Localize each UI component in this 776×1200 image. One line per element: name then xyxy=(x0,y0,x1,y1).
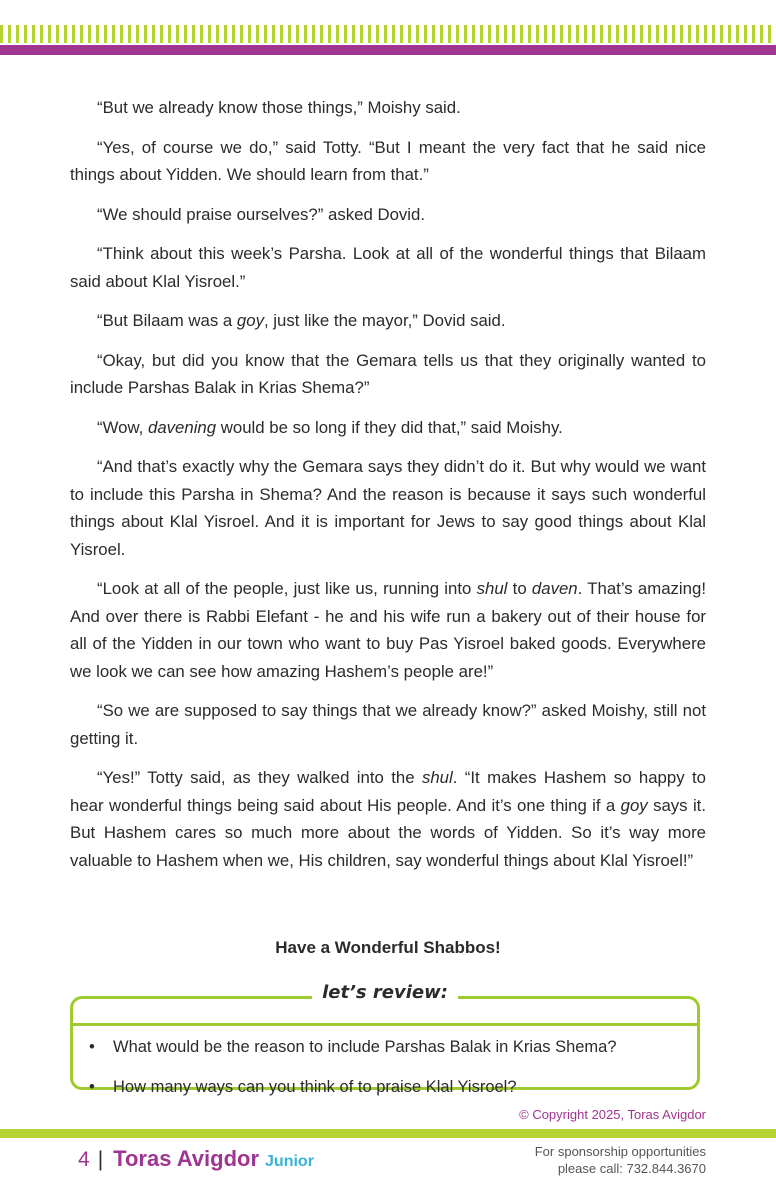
review-title: let’s review: xyxy=(312,982,458,1003)
italic-term: daven xyxy=(531,579,578,598)
article-body xyxy=(70,94,706,886)
sponsorship-line: For sponsorship opportunities xyxy=(534,1144,706,1159)
review-item-text: How many ways can you think of to praise Klal Yisroel? xyxy=(113,1078,517,1096)
review-item xyxy=(87,1067,617,1107)
footer-brand xyxy=(78,1146,314,1172)
article-paragraph: “But we already know those things,” Moishy said. xyxy=(97,98,461,117)
page-separator: | xyxy=(97,1148,104,1171)
review-divider xyxy=(73,1023,697,1026)
article-paragraph: “Yes!” Totty said, as they walked into the shul. “It makes Hashem so happy to hear wonderful things being said about His people. And it’s one thing if a goy says it. But Hashem cares so much more about the words of Yidden. So it’s way more valuable to Hashem when we, His children, say wonderful things about Klal Yisroel!” xyxy=(70,768,706,870)
article-paragraph: “We should praise ourselves?” asked Dovid. xyxy=(97,204,426,224)
italic-term: shul xyxy=(476,579,508,598)
header-band xyxy=(0,45,776,55)
italic-term: davening xyxy=(147,417,217,437)
article-paragraph: “And that’s exactly why the Gemara says they didn’t do it. But why would we want to include this Parsha in Shema? And the reason is because it says such wonderful things about Klal Yisroel. And it is important for Jews to say good things about Klal Yisroel. xyxy=(70,457,706,559)
page-number: 4 xyxy=(78,1148,90,1171)
sponsorship-phone: please call: 732.844.3670 xyxy=(557,1161,706,1176)
article-paragraph: “Look at all of the people, just like us, running into shul to daven. That’s amazing! And over there is Rabbi Elefant - he and his wife run a bakery out of their house for all of the Yidden in our town who want to buy Pas Yisroel baked goods. Everywhere we look we can see how amazing Hashem’s people are!” xyxy=(70,579,706,681)
brand-logo: Toras Avigdor xyxy=(113,1146,260,1171)
article-paragraph: “Okay, but did you know that the Gemara tells us that they originally wanted to include Parshas Balak in Krias Shema?” xyxy=(70,350,706,397)
bullet-icon: • xyxy=(89,1038,95,1056)
italic-term: goy xyxy=(236,311,264,330)
footer-bar xyxy=(0,1129,776,1138)
review-box xyxy=(70,982,700,1096)
closing-line: Have a Wonderful Shabbos! xyxy=(275,938,501,957)
article-paragraph: “Yes, of course we do,” said Totty. “But I meant the very fact that he said nice things about Yidden. We should learn from that.” xyxy=(70,137,706,184)
review-item xyxy=(87,1027,617,1067)
italic-term: goy xyxy=(620,795,648,815)
article-paragraph: “Think about this week’s Parsha. Look at all of the wonderful things that Bilaam said about Klal Yisroel.” xyxy=(70,244,706,291)
article-paragraph: “But Bilaam was a goy, just like the mayor,” Dovid said. xyxy=(97,311,506,330)
header-tick-border xyxy=(0,25,776,43)
brand-logo-sub: Junior xyxy=(265,1153,314,1170)
italic-term: shul xyxy=(421,768,453,787)
sponsorship-info xyxy=(535,1143,706,1177)
review-list xyxy=(87,1027,617,1107)
copyright-notice: © Copyright 2025, Toras Avigdor xyxy=(519,1107,706,1122)
bullet-icon: • xyxy=(89,1078,95,1096)
article-paragraph: “So we are supposed to say things that we already know?” asked Moishy, still not getting it. xyxy=(70,701,706,748)
review-item-text: What would be the reason to include Parshas Balak in Krias Shema? xyxy=(113,1038,617,1056)
article-paragraph: “Wow, davening would be so long if they did that,” said Moishy. xyxy=(97,417,563,437)
